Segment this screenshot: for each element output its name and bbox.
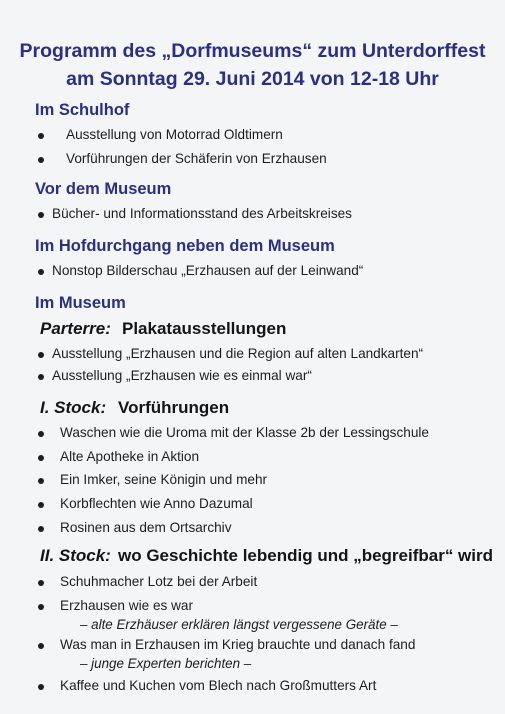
heading-vor-museum: Vor dem Museum bbox=[35, 180, 172, 198]
list-item: Schuhmacher Lotz bei der Arbeit bbox=[60, 574, 258, 589]
floor-stock-2 bbox=[40, 546, 493, 566]
bullet-icon bbox=[38, 212, 44, 218]
list-item: Ausstellung „Erzhausen und die Region auf alten Landkarten“ bbox=[52, 346, 424, 361]
bullet-icon bbox=[38, 157, 44, 163]
bullet-icon bbox=[38, 502, 44, 508]
list-item: Korbflechten wie Anno Dazumal bbox=[60, 496, 253, 511]
item-note: – junge Experten berichten – bbox=[80, 656, 252, 671]
bullet-icon bbox=[38, 643, 44, 649]
floor-stock-1 bbox=[40, 398, 229, 418]
list-item: Waschen wie die Uroma mit der Klasse 2b der Lessingschule bbox=[60, 425, 429, 440]
item-note: – alte Erzhäuser erklären längst vergessene Geräte – bbox=[80, 617, 398, 632]
floor-label: I. Stock: bbox=[40, 398, 107, 417]
floor-theme: Vorführungen bbox=[118, 398, 230, 417]
floor-label: II. Stock: bbox=[40, 546, 111, 565]
bullet-icon bbox=[38, 269, 44, 275]
list-item: Erzhausen wie es war bbox=[60, 598, 193, 613]
list-item: Ein Imker, seine Königin und mehr bbox=[60, 472, 268, 487]
bullet-icon bbox=[38, 478, 44, 484]
list-item: Vorführungen der Schäferin von Erzhausen bbox=[66, 151, 327, 166]
floor-theme: wo Geschichte lebendig und „begreifbar“ wird bbox=[118, 546, 493, 565]
bullet-icon bbox=[38, 526, 44, 532]
list-item: Kaffee und Kuchen vom Blech nach Großmutters Art bbox=[60, 678, 377, 693]
floor-label: Parterre: bbox=[40, 319, 111, 338]
list-item: Ausstellung „Erzhausen wie es einmal war“ bbox=[52, 368, 312, 383]
bullet-icon bbox=[38, 455, 44, 461]
bullet-icon bbox=[38, 604, 44, 610]
list-item: Was man in Erzhausen im Krieg brauchte und danach fand bbox=[60, 637, 416, 652]
bullet-icon bbox=[38, 431, 44, 437]
bullet-icon bbox=[38, 352, 44, 358]
bullet-icon bbox=[38, 374, 44, 380]
title-line-2: am Sonntag 29. Juni 2014 von 12-18 Uhr bbox=[66, 68, 439, 90]
heading-hofdurchgang: Im Hofdurchgang neben dem Museum bbox=[35, 237, 335, 255]
list-item: Alte Apotheke in Aktion bbox=[60, 449, 200, 464]
title-line-1: Programm des „Dorfmuseums“ zum Unterdorffest bbox=[19, 40, 486, 62]
list-item: Ausstellung von Motorrad Oldtimern bbox=[66, 127, 283, 142]
floor-parterre bbox=[40, 319, 286, 339]
floor-theme: Plakatausstellungen bbox=[122, 319, 287, 338]
list-item: Rosinen aus dem Ortsarchiv bbox=[60, 520, 232, 535]
list-item: Nonstop Bilderschau „Erzhausen auf der Leinwand“ bbox=[52, 263, 364, 278]
heading-museum: Im Museum bbox=[35, 294, 126, 312]
bullet-icon bbox=[38, 580, 44, 586]
bullet-icon bbox=[38, 133, 44, 139]
list-item: Bücher- und Informationsstand des Arbeitskreises bbox=[52, 206, 352, 221]
heading-schulhof: Im Schulhof bbox=[35, 101, 130, 119]
bullet-icon bbox=[38, 684, 44, 690]
